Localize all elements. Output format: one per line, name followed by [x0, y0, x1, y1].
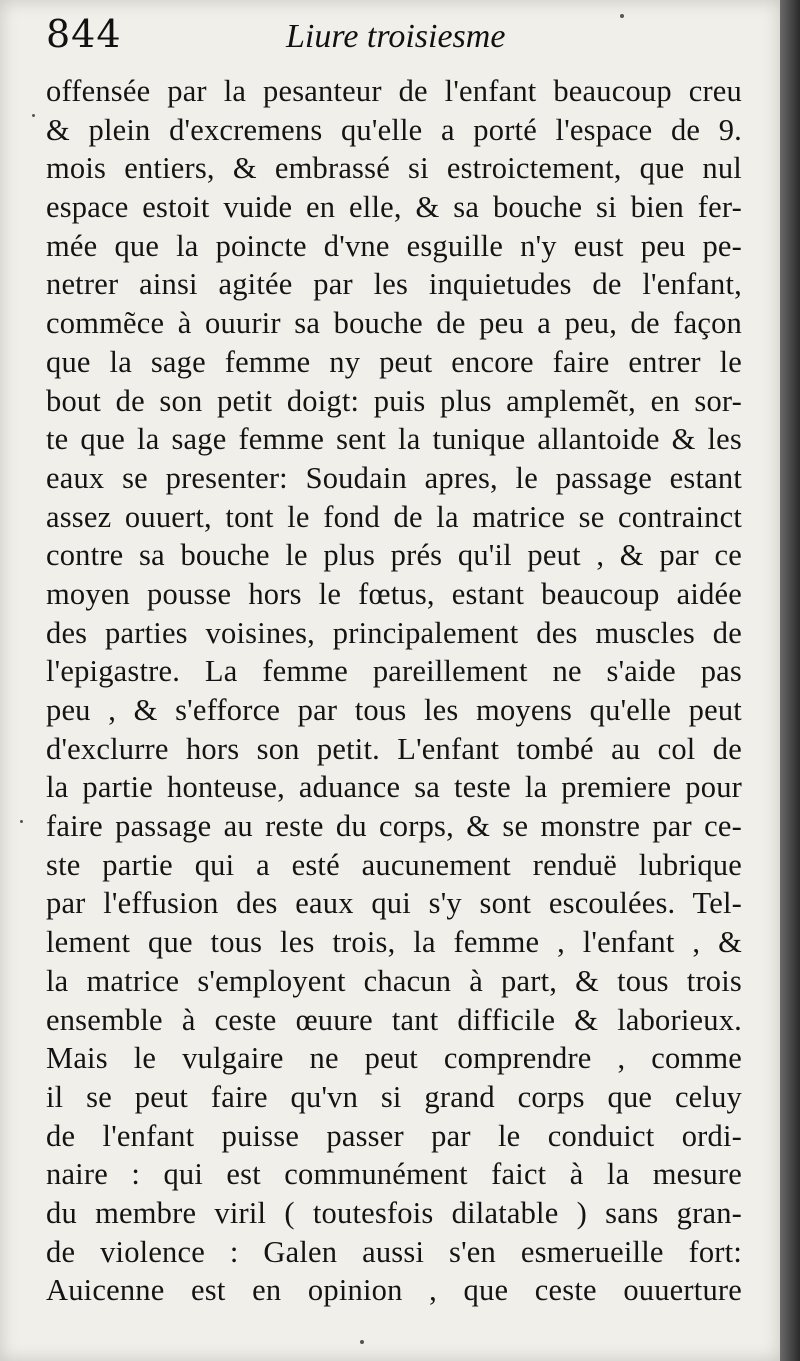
text-line: eaux se presenter: Soudain apres, le passage estant — [46, 460, 742, 495]
running-head: Liure troisiesme — [286, 18, 506, 55]
text-line: mée que la poincte d'vne esguille n'y eust peu pe- — [46, 228, 742, 263]
text-line: faire passage au reste du corps, & se monstre par ce- — [46, 809, 742, 844]
text-line: lement que tous les trois, la femme , l'enfant , & — [46, 925, 742, 960]
text-line: te que la sage femme sent la tunique allantoide & les — [46, 422, 742, 457]
text-line: la matrice s'employent chacun à part, & tous trois — [46, 963, 742, 998]
text-line: contre sa bouche le plus prés qu'il peut , & par ce — [46, 538, 742, 573]
text-line: offensée par la pesanteur de l'enfant beaucoup creu — [46, 74, 742, 108]
text-line: mois entiers, & embrassé si estroictement, que nul — [46, 151, 742, 186]
text-line: ste partie qui a esté aucunement renduë lubrique — [46, 847, 742, 882]
ink-speck — [620, 14, 624, 18]
text-line: & plein d'excremens qu'elle a porté l'espace de 9. — [46, 112, 742, 147]
page-number: 844 — [46, 12, 122, 56]
text-line: des parties voisines, principalement des muscles de — [46, 615, 742, 650]
text-line: naire : qui est communément faict à la mesure — [46, 1157, 742, 1192]
body-text — [46, 72, 742, 1310]
page-edge-shadow — [780, 0, 800, 1361]
ink-speck — [32, 114, 35, 117]
text-line: peu , & s'efforce par tous les moyens qu'elle peut — [46, 693, 742, 727]
text-line: netrer ainsi agitée par les inquietudes de l'enfant, — [46, 267, 742, 302]
text-line: il se peut faire qu'vn si grand corps que celuy — [46, 1079, 742, 1114]
page-header — [46, 12, 746, 58]
text-line: ensemble à ceste œuure tant difficile & laborieux. — [46, 1002, 742, 1037]
text-line: d'exclurre hors son petit. L'enfant tombé au col de — [46, 731, 742, 766]
text-line: de violence : Galen aussi s'en esmerueille fort: — [46, 1234, 742, 1269]
text-line: espace estoit vuide en elle, & sa bouche si bien fer- — [46, 190, 742, 225]
ink-speck — [20, 820, 23, 823]
text-line: commẽce à ouurir sa bouche de peu a peu, de façon — [46, 306, 742, 341]
text-line: l'epigastre. La femme pareillement ne s'aide pas — [46, 654, 742, 689]
text-line: la partie honteuse, aduance sa teste la premiere pour — [46, 770, 742, 805]
text-line: Mais le vulgaire ne peut comprendre , comme — [46, 1041, 742, 1076]
text-line: que la sage femme ny peut encore faire entrer le — [46, 344, 742, 379]
ink-speck — [360, 1340, 364, 1344]
text-line: Auicenne est en opinion , que ceste ouuerture — [46, 1273, 742, 1308]
text-line: de l'enfant puisse passer par le conduict ordi- — [46, 1118, 742, 1153]
text-line: par l'effusion des eaux qui s'y sont escoulées. Tel- — [46, 886, 742, 921]
text-line: moyen pousse hors le fœtus, estant beaucoup aidée — [46, 576, 742, 611]
text-line: du membre viril ( toutesfois dilatable ) sans gran- — [46, 1195, 742, 1230]
text-line: assez ouuert, tont le fond de la matrice se contrainct — [46, 499, 742, 534]
text-line: bout de son petit doigt: puis plus amplemẽt, en sor- — [46, 383, 742, 418]
